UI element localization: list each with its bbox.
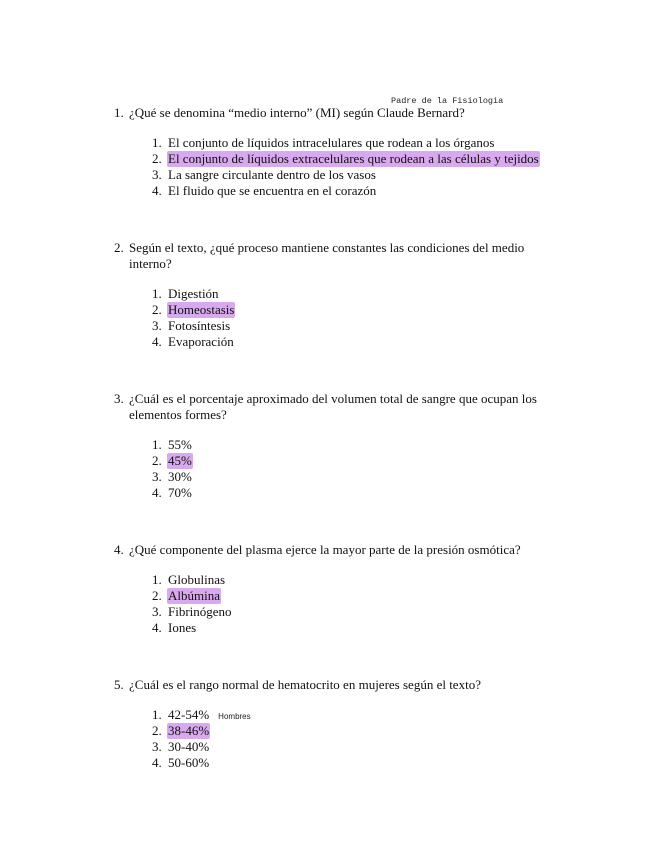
option-item [152,588,544,604]
question-text: ¿Cuál es el rango normal de hematocrito en mujeres según el texto? [129,677,481,692]
option-text: 42-54% [168,707,210,722]
option-item [152,620,544,636]
option-number: 2. [152,723,162,738]
question-number: 5. [114,677,124,692]
option-number: 2. [152,588,162,603]
option-item [152,453,544,469]
option-item [152,604,544,620]
option-item [152,151,544,167]
option-text: Iones [168,620,197,635]
option-number: 1. [152,572,162,587]
option-item [152,183,544,199]
option-text: Digestión [168,286,219,301]
question-text: Según el texto, ¿qué proceso mantiene constantes las condiciones del medio interno? [129,240,525,271]
option-number: 3. [152,167,162,182]
option-number: 3. [152,469,162,484]
option-text: Globulinas [168,572,226,587]
question-text: ¿Qué componente del plasma ejerce la mayor parte de la presión osmótica? [129,542,521,557]
option-list [152,707,544,771]
option-item [152,318,544,334]
option-item [152,755,544,771]
option-text: 30-40% [168,739,210,754]
option-number: 1. [152,707,162,722]
option-item [152,437,544,453]
option-number: 4. [152,620,162,635]
option-number: 3. [152,604,162,619]
option-number: 3. [152,318,162,333]
option-text: 55% [168,437,192,452]
question-3 [114,391,544,501]
question-number: 2. [114,240,124,255]
side-note: Hombres [218,712,251,721]
question-text: ¿Cuál es el porcentaje aproximado del volumen total de sangre que ocupan los elementos formes? [129,391,537,422]
question-2 [114,240,544,350]
option-number: 4. [152,334,162,349]
option-number: 4. [152,755,162,770]
option-text: La sangre circulante dentro de los vasos [168,167,376,182]
option-number: 1. [152,437,162,452]
option-text: Fotosíntesis [168,318,231,333]
option-item [152,707,544,723]
option-number: 2. [152,302,162,317]
option-item [152,485,544,501]
option-item [152,572,544,588]
option-text: 38-46% [168,723,210,738]
option-list [152,135,544,199]
option-text: 50-60% [168,755,210,770]
question-text: ¿Qué se denomina “medio interno” (MI) según Claude Bernard? [129,105,465,120]
option-number: 2. [152,453,162,468]
question-number: 3. [114,391,124,406]
option-text: 30% [168,469,192,484]
option-item [152,723,544,739]
option-item [152,167,544,183]
option-number: 1. [152,135,162,150]
option-number: 4. [152,485,162,500]
option-text: Homeostasis [168,302,235,317]
question-4 [114,542,544,636]
option-text: Evaporación [168,334,234,349]
option-item [152,302,544,318]
option-list [152,437,544,501]
option-text: 45% [168,453,192,468]
question-number: 1. [114,105,124,120]
option-text: El conjunto de líquidos intracelulares que rodean a los órganos [168,135,495,150]
question-number: 4. [114,542,124,557]
option-number: 1. [152,286,162,301]
option-number: 3. [152,739,162,754]
option-text: El conjunto de líquidos extracelulares que rodean a las células y tejidos [168,151,539,166]
option-text: 70% [168,485,192,500]
question-5 [114,677,544,771]
option-number: 4. [152,183,162,198]
option-text: Fibrinógeno [168,604,232,619]
option-item [152,286,544,302]
question-1 [114,105,544,199]
option-text: Albúmina [168,588,220,603]
option-list [152,286,544,350]
option-item [152,135,544,151]
option-item [152,334,544,350]
option-number: 2. [152,151,162,166]
option-text: El fluido que se encuentra en el corazón [168,183,377,198]
option-list [152,572,544,636]
option-item [152,469,544,485]
option-item [152,739,544,755]
handwritten-annotation: Padre de la Fisiologia [391,96,504,106]
